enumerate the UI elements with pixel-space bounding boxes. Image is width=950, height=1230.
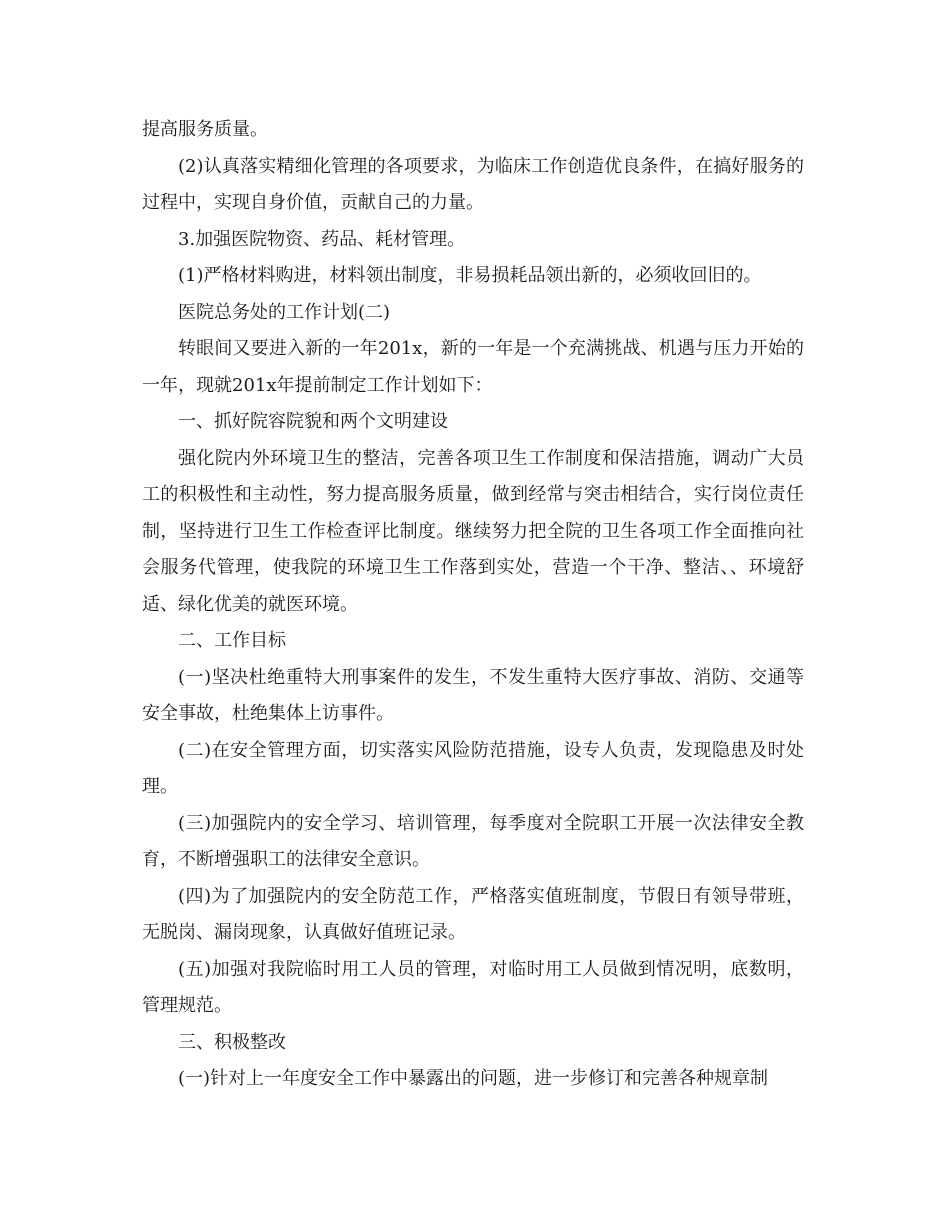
section-heading: 3.加强医院物资、药品、耗材管理。	[178, 228, 466, 250]
paragraph: 强化院内外环境卫生的整洁，完善各项卫生工作制度和保洁措施，调动广大员工的积极性和主动性，努力提高服务质量，做到经常与突击相结合，实行岗位责任制，坚持进行卫生工作检查评比制度。继续努力把全院的卫生各项工作全面推向社会服务代管理，使我院的环境卫生工作落到实处，营造一个干净、整洁、、环境舒适、绿化优美的就医环境。	[142, 447, 804, 615]
paragraph: (二)在安全管理方面，切实落实风险防范措施，设专人负责，发现隐患及时处理。	[142, 739, 804, 797]
document-body	[142, 112, 804, 1098]
paragraph: (一)坚决杜绝重特大刑事案件的发生，不发生重特大医疗事故、消防、交通等安全事故，杜绝集体上访事件。	[142, 666, 804, 724]
document-subtitle: 医院总务处的工作计划(二)	[178, 301, 391, 323]
paragraph: (1)严格材料购进，材料领出制度，非易损耗品领出新的，必须收回旧的。	[178, 265, 762, 286]
section-heading: 二、工作目标	[178, 630, 286, 651]
paragraph: (五)加强对我院临时用工人员的管理，对临时用工人员做到情况明，底数明，管理规范。	[142, 958, 804, 1016]
paragraph: 提高服务质量。	[142, 119, 268, 140]
paragraph: (三)加强院内的安全学习、培训管理，每季度对全院职工开展一次法律安全教育，不断增强职工的法律安全意识。	[142, 812, 804, 870]
section-heading: 三、积极整改	[178, 1031, 286, 1053]
paragraph: 转眼间又要进入新的一年201x，新的一年是一个充满挑战、机遇与压力开始的一年，现就201x年提前制定工作计划如下：	[142, 338, 804, 396]
paragraph: (一)针对上一年度安全工作中暴露出的问题，进一步修订和完善各种规章制	[178, 1068, 769, 1089]
paragraph: (2)认真落实精细化管理的各项要求，为临床工作创造优良条件，在搞好服务的过程中，实现自身价值，贡献自己的力量。	[142, 155, 804, 213]
paragraph: (四)为了加强院内的安全防范工作，严格落实值班制度，节假日有领导带班，无脱岗、漏岗现象，认真做好值班记录。	[142, 885, 804, 943]
section-heading: 一、抓好院容院貌和两个文明建设	[178, 411, 448, 432]
